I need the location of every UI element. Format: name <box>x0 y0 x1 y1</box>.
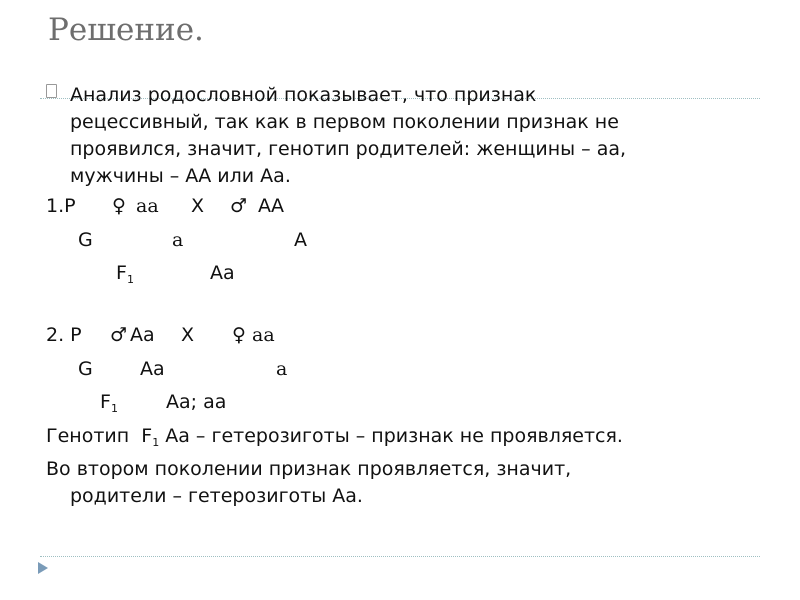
cross-1-cross-symbol: X <box>191 195 205 217</box>
next-slide-arrow-icon[interactable] <box>38 562 48 574</box>
cross-2-f-label: $F_1$ <box>100 391 118 415</box>
genotype-text: Аа – гетерозиготы – признак не проявляется. <box>165 425 623 447</box>
male-symbol-icon: ♂ <box>110 324 128 346</box>
bottom-separator <box>40 556 760 557</box>
cross-2-f-row <box>0 391 800 417</box>
cross-1-p-label: 1.P <box>46 195 76 217</box>
genotype-prefix: Генотип <box>46 425 130 447</box>
male-symbol-icon: ♂ <box>230 195 248 217</box>
female-symbol-icon: ♀ <box>112 195 126 217</box>
paragraph-line: рецессивный, так как в первом поколении признак не <box>70 111 619 133</box>
paragraph-line: проявился, значит, генотип родителей: женщины – аа, <box>70 138 627 160</box>
cross-1-g-row <box>0 229 800 255</box>
cross-1-f-row <box>0 262 800 288</box>
cross-2-g-label: G <box>78 358 93 380</box>
cross-1-f-label: $F_1$ <box>116 262 134 286</box>
conclusion-line: Во втором поколении признак проявляется, значит, <box>46 458 572 480</box>
cross-2-g-female: а <box>276 358 288 380</box>
cross-1-p-row <box>0 195 800 221</box>
cross-2-male-genotype: Аа <box>130 324 155 346</box>
cross-1-f-result: Аа <box>210 262 235 284</box>
cross-2-cross-symbol: X <box>181 324 195 346</box>
cross-2-female-genotype: аа <box>252 324 275 346</box>
conclusion-line: родители – гетерозиготы Аа. <box>70 485 363 507</box>
cross-2-g-male: Аа <box>140 358 165 380</box>
female-symbol-icon: ♀ <box>232 324 246 346</box>
cross-2-f-result: Аа; аа <box>166 391 227 413</box>
cross-1-male-genotype: АА <box>258 195 284 217</box>
cross-1-g-female: а <box>172 229 184 251</box>
bullet-box-icon <box>46 84 57 98</box>
slide-title: Решение. <box>48 12 204 48</box>
genotype-f-subscript: 1 <box>152 436 160 449</box>
paragraph-line: мужчины – АА или Аа. <box>70 165 291 187</box>
cross-2-f-subscript: 1 <box>110 402 118 415</box>
cross-1-g-male: А <box>294 229 307 251</box>
cross-1-g-label: G <box>78 229 93 251</box>
genotype-f-label: F <box>141 425 153 447</box>
cross-2-p-row <box>0 324 800 350</box>
paragraph-line: Анализ родословной показывает, что признак <box>70 84 537 106</box>
cross-2-p-label: 2. P <box>46 324 82 346</box>
cross-1-f-subscript: 1 <box>126 273 134 286</box>
cross-1-female-genotype: аа <box>136 195 159 217</box>
cross-2-g-row <box>0 358 800 384</box>
genotype-line <box>46 425 623 454</box>
